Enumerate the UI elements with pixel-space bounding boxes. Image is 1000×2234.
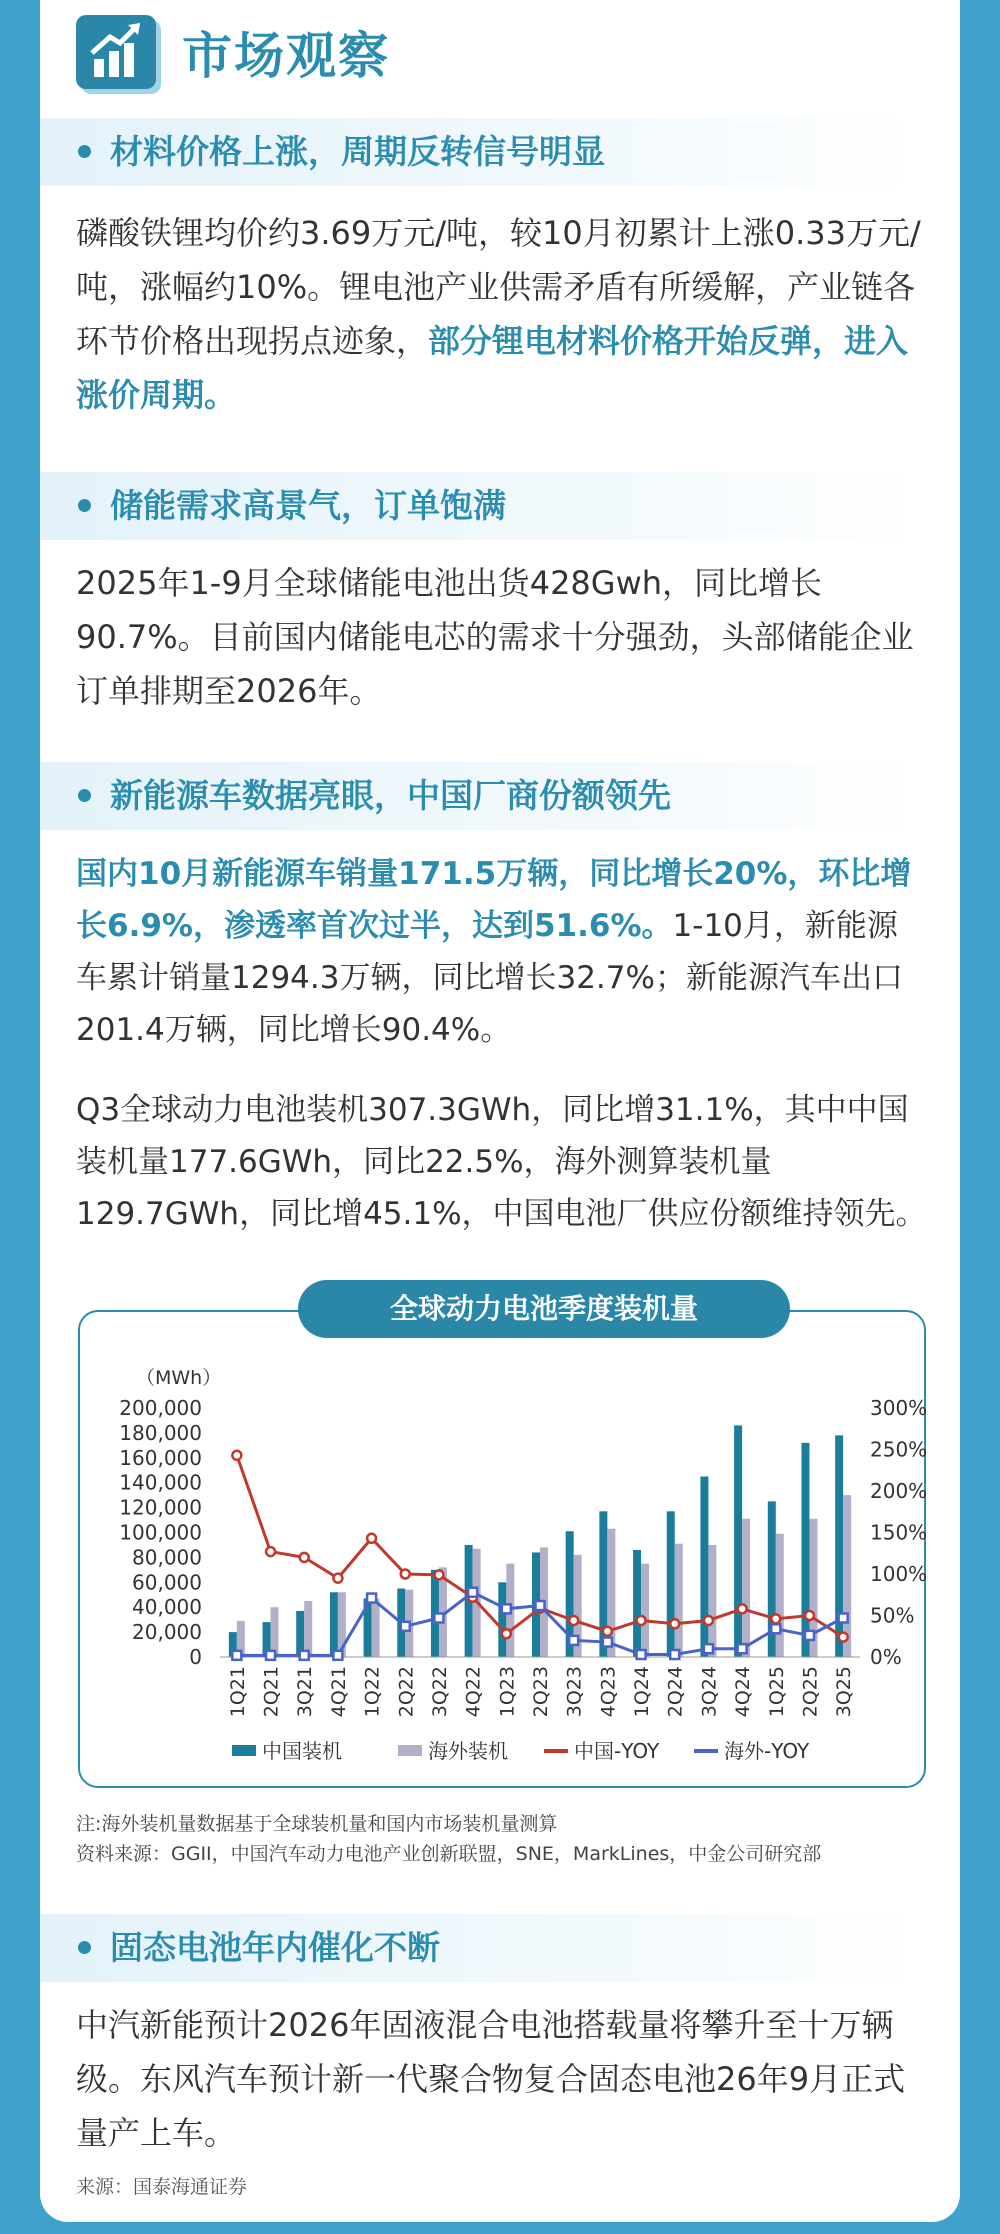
point-overseas-yoy — [805, 1631, 814, 1640]
point-china-yoy — [805, 1611, 814, 1620]
point-overseas-yoy — [367, 1594, 376, 1603]
y2-tick-label: 150% — [870, 1520, 928, 1545]
point-china-yoy — [333, 1574, 342, 1583]
point-china-yoy — [367, 1534, 376, 1543]
x-tick-label: 1Q21 — [226, 1666, 249, 1718]
section-heading-materials: 材料价格上涨，周期反转信号明显 — [40, 118, 920, 186]
x-tick-label: 2Q21 — [260, 1666, 283, 1718]
point-china-yoy — [569, 1616, 578, 1625]
y-axis-label: （MWh） — [136, 1367, 222, 1389]
x-tick-label: 1Q24 — [631, 1666, 654, 1718]
footer-source: 来源：国泰海通证券 — [76, 2176, 248, 2198]
section-paragraph-solid-state: 中汽新能预计2026年固液混合电池搭载量将攀升至十万辆级。东风汽车预计新一代聚合物复合固态电池26年9月正式量产上车。 — [76, 2006, 906, 2152]
y-tick-label: 60,000 — [132, 1570, 202, 1595]
legend-label: 海外-YOY — [724, 1739, 810, 1763]
page-title: 市场观察 — [182, 27, 390, 85]
bar-chart-growth-icon — [76, 15, 156, 89]
point-china-yoy — [771, 1614, 780, 1623]
bar-overseas — [641, 1564, 649, 1657]
x-tick-label: 4Q22 — [462, 1666, 485, 1718]
chart-source: 资料来源：GGII，中国汽车动力电池产业创新联盟，SNE，MarkLines，中金公司研究部 — [76, 1843, 822, 1865]
battery-install-chart — [80, 1340, 928, 1780]
bar-overseas — [372, 1598, 380, 1657]
y-tick-label: 200,000 — [119, 1396, 202, 1420]
x-tick-label: 4Q24 — [732, 1666, 755, 1718]
legend-label: 中国-YOY — [574, 1739, 660, 1763]
legend-label: 海外装机 — [428, 1739, 508, 1763]
y-tick-label: 20,000 — [132, 1620, 202, 1645]
y-tick-label: 180,000 — [119, 1420, 202, 1445]
point-overseas-yoy — [333, 1651, 342, 1660]
bar-overseas — [776, 1534, 784, 1657]
y-tick-label: 80,000 — [132, 1545, 202, 1570]
x-tick-label: 3Q23 — [563, 1666, 586, 1718]
y2-tick-label: 300% — [870, 1396, 928, 1420]
bar-china — [801, 1443, 809, 1657]
point-china-yoy — [738, 1604, 747, 1613]
section-paragraph-materials: 磷酸铁锂均价约3.69万元/吨，较10月初累计上涨0.33万元/吨，涨幅约10%。锂电池产业供需矛盾有所缓解，产业链各环节价格出现拐点迹象，部分锂电材料价格开始反弹，进入涨价周期。 — [76, 214, 921, 414]
point-china-yoy — [266, 1547, 275, 1556]
x-tick-label: 1Q23 — [496, 1666, 519, 1718]
x-tick-label: 2Q25 — [799, 1666, 822, 1718]
bar-china — [835, 1435, 843, 1657]
point-overseas-yoy — [670, 1650, 679, 1659]
section-paragraph-storage: 2025年1-9月全球储能电池出货428Gwh，同比增长90.7%。目前国内储能电芯的需求十分强劲，头部储能企业订单排期至2026年。 — [76, 564, 914, 710]
y-tick-label: 0 — [189, 1645, 202, 1669]
bar-china — [734, 1425, 742, 1657]
x-tick-label: 3Q24 — [698, 1666, 721, 1718]
point-overseas-yoy — [266, 1651, 275, 1660]
legend-swatch — [232, 1745, 256, 1756]
point-overseas-yoy — [502, 1604, 511, 1613]
point-china-yoy — [434, 1570, 443, 1579]
point-overseas-yoy — [637, 1650, 646, 1659]
point-china-yoy — [839, 1633, 848, 1642]
bar-china — [700, 1476, 708, 1657]
point-overseas-yoy — [839, 1613, 848, 1622]
point-china-yoy — [603, 1627, 612, 1636]
point-china-yoy — [637, 1616, 646, 1625]
point-overseas-yoy — [603, 1638, 612, 1647]
x-tick-label: 3Q22 — [428, 1666, 451, 1718]
x-tick-label: 2Q23 — [530, 1666, 552, 1718]
section-paragraph-nev-sales: 国内10月新能源车销量171.5万辆，同比增长20%，环比增长6.9%，渗透率首次过半，达到51.6%。1-10月，新能源车累计销量1294.3万辆，同比增长32.7%；新能源汽车出口201.4万辆，同比增长90.4%。 — [76, 856, 912, 1048]
chart-title: 全球动力电池季度装机量 — [298, 1280, 790, 1338]
point-overseas-yoy — [468, 1588, 477, 1597]
y2-tick-label: 100% — [870, 1562, 928, 1586]
content-card — [40, 0, 960, 2222]
y2-tick-label: 50% — [870, 1603, 915, 1628]
bar-china — [633, 1550, 641, 1657]
y-tick-label: 160,000 — [119, 1445, 202, 1470]
point-overseas-yoy — [569, 1636, 578, 1645]
point-overseas-yoy — [401, 1622, 410, 1631]
section-paragraph-battery-install: Q3全球动力电池装机307.3GWh，同比增31.1%，其中中国装机量177.6GWh，同比22.5%，海外测算装机量129.7GWh，同比增45.1%，中国电池厂供应份额维持领先。 — [76, 1092, 927, 1232]
point-china-yoy — [300, 1553, 309, 1562]
point-china-yoy — [401, 1570, 410, 1579]
section-heading-storage: 储能需求高景气，订单饱满 — [40, 472, 920, 540]
bullet-dot — [78, 499, 91, 512]
point-china-yoy — [670, 1619, 679, 1628]
point-overseas-yoy — [738, 1644, 747, 1653]
bullet-dot — [78, 1941, 91, 1954]
point-overseas-yoy — [434, 1613, 443, 1622]
x-tick-label: 1Q22 — [361, 1666, 384, 1718]
legend-swatch — [398, 1745, 422, 1756]
y-tick-label: 140,000 — [119, 1470, 202, 1495]
bullet-dot — [78, 145, 91, 158]
x-tick-label: 3Q21 — [294, 1666, 317, 1718]
header — [76, 12, 390, 92]
bar-overseas — [304, 1601, 312, 1657]
point-china-yoy — [502, 1629, 511, 1638]
y2-tick-label: 250% — [870, 1437, 928, 1462]
point-overseas-yoy — [300, 1651, 309, 1660]
point-overseas-yoy — [704, 1644, 713, 1653]
bar-overseas — [708, 1545, 716, 1657]
y-tick-label: 100,000 — [119, 1520, 202, 1545]
x-tick-label: 2Q22 — [395, 1666, 418, 1718]
bar-overseas — [271, 1607, 279, 1657]
point-overseas-yoy — [771, 1624, 780, 1633]
bar-china — [498, 1582, 506, 1657]
bar-overseas — [742, 1519, 750, 1657]
x-tick-label: 4Q23 — [597, 1666, 620, 1718]
y2-tick-label: 0% — [870, 1645, 902, 1669]
x-tick-label: 1Q25 — [765, 1666, 788, 1718]
chart-note: 注:海外装机量数据基于全球装机量和国内市场装机量测算 — [76, 1813, 558, 1835]
bar-overseas — [675, 1544, 683, 1657]
x-tick-label: 3Q25 — [833, 1666, 856, 1718]
y-tick-label: 120,000 — [119, 1495, 202, 1520]
point-overseas-yoy — [232, 1651, 241, 1660]
point-overseas-yoy — [536, 1601, 545, 1610]
section-heading-solid-state: 固态电池年内催化不断 — [40, 1914, 920, 1982]
bullet-dot — [78, 789, 91, 802]
legend-label: 中国装机 — [262, 1739, 342, 1763]
section-heading-nev: 新能源车数据亮眼，中国厂商份额领先 — [40, 762, 920, 830]
point-china-yoy — [704, 1616, 713, 1625]
x-tick-label: 2Q24 — [664, 1666, 687, 1718]
y2-tick-label: 200% — [870, 1479, 928, 1503]
y-tick-label: 40,000 — [132, 1595, 202, 1620]
x-tick-label: 4Q21 — [327, 1666, 350, 1718]
bar-china — [330, 1592, 338, 1657]
bar-china — [667, 1511, 675, 1657]
point-china-yoy — [232, 1451, 241, 1460]
